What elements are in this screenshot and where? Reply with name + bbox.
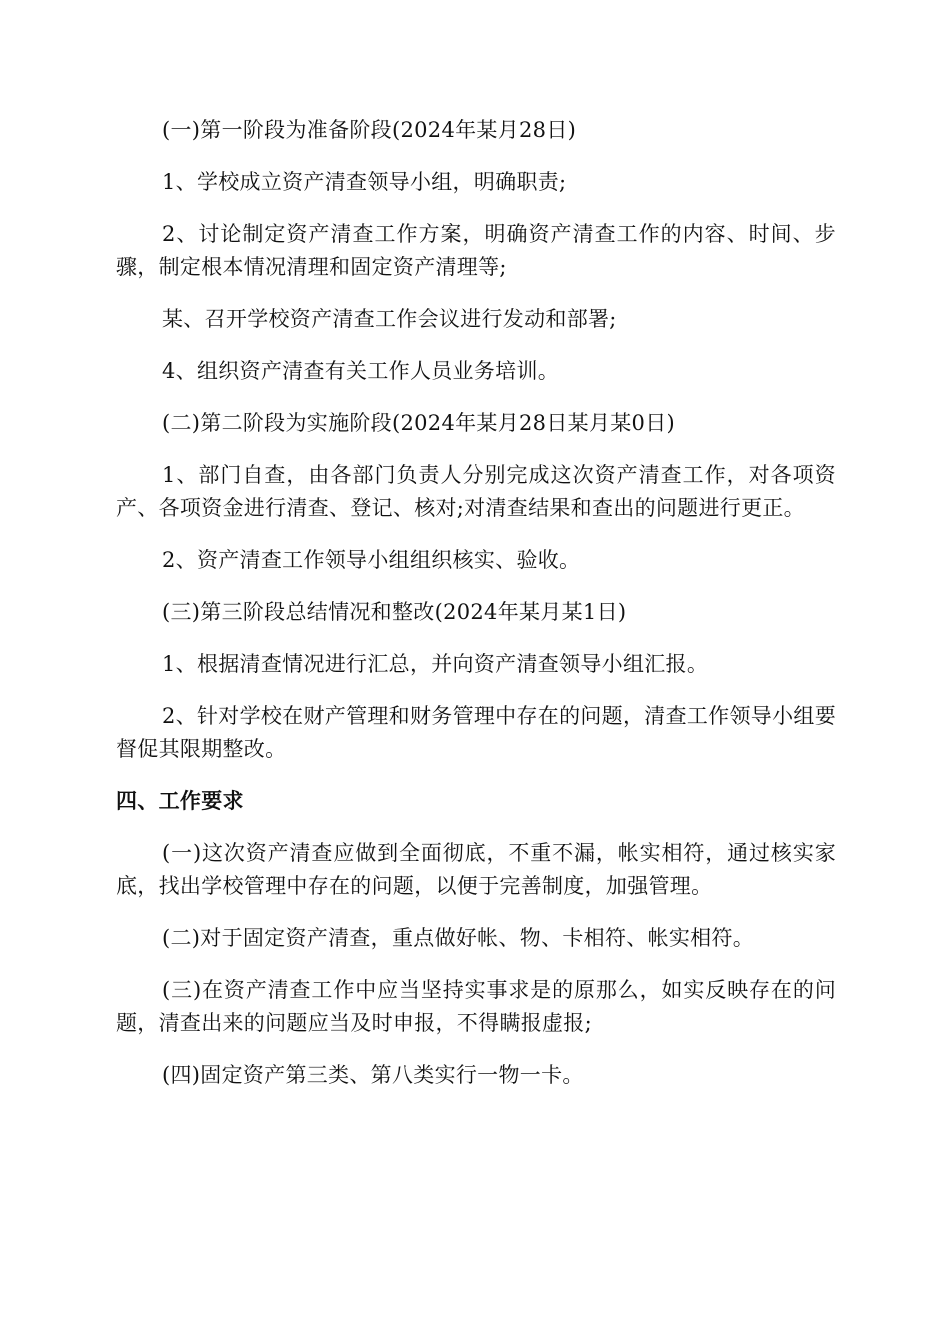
paragraph-phase-two-title: (二)第二阶段为实施阶段(2024年某月28日某月某0日) <box>162 411 675 435</box>
paragraph-phase-one-item-1: 1、学校成立资产清查领导小组，明确职责; <box>162 170 567 194</box>
paragraph-phase-three-title: (三)第三阶段总结情况和整改(2024年某月某1日) <box>162 600 627 624</box>
paragraph-phase-one-item-4: 4、组织资产清查有关工作人员业务培训。 <box>162 359 560 383</box>
paragraph-phase-three-item-2: 2、针对学校在财产管理和财务管理中存在的问题，清查工作领导小组要督促其限期整改。 <box>116 704 836 761</box>
section-heading: 四、工作要求 <box>116 789 244 813</box>
requirement-item-1: (一)这次资产清查应做到全面彻底，不重不漏，帐实相符，通过核实家底，找出学校管理中存在的问题，以便于完善制度，加强管理。 <box>116 841 836 898</box>
paragraph-phase-one-item-3: 某、召开学校资产清查工作会议进行发动和部署; <box>162 307 617 331</box>
requirement-item-3: (三)在资产清查工作中应当坚持实事求是的原那么，如实反映存在的问题，清查出来的问题应当及时申报，不得瞒报虚报; <box>116 978 836 1035</box>
document-body <box>116 114 836 1111</box>
paragraph-phase-three-item-1: 1、根据清查情况进行汇总，并向资产清查领导小组汇报。 <box>162 652 709 676</box>
requirement-item-4: (四)固定资产第三类、第八类实行一物一卡。 <box>162 1063 584 1087</box>
paragraph-phase-two-item-2: 2、资产清查工作领导小组组织核实、验收。 <box>162 548 581 572</box>
requirement-item-2: (二)对于固定资产清查，重点做好帐、物、卡相符、帐实相符。 <box>162 926 755 950</box>
paragraph-phase-two-item-1: 1、部门自查，由各部门负责人分别完成这次资产清查工作，对各项资产、各项资金进行清查、登记、核对;对清查结果和查出的问题进行更正。 <box>116 463 836 520</box>
paragraph-phase-one-title: (一)第一阶段为准备阶段(2024年某月28日) <box>162 118 577 142</box>
paragraph-phase-one-item-2: 2、讨论制定资产清查工作方案，明确资产清查工作的内容、时间、步骤，制定根本情况清理和固定资产清理等; <box>116 222 836 279</box>
